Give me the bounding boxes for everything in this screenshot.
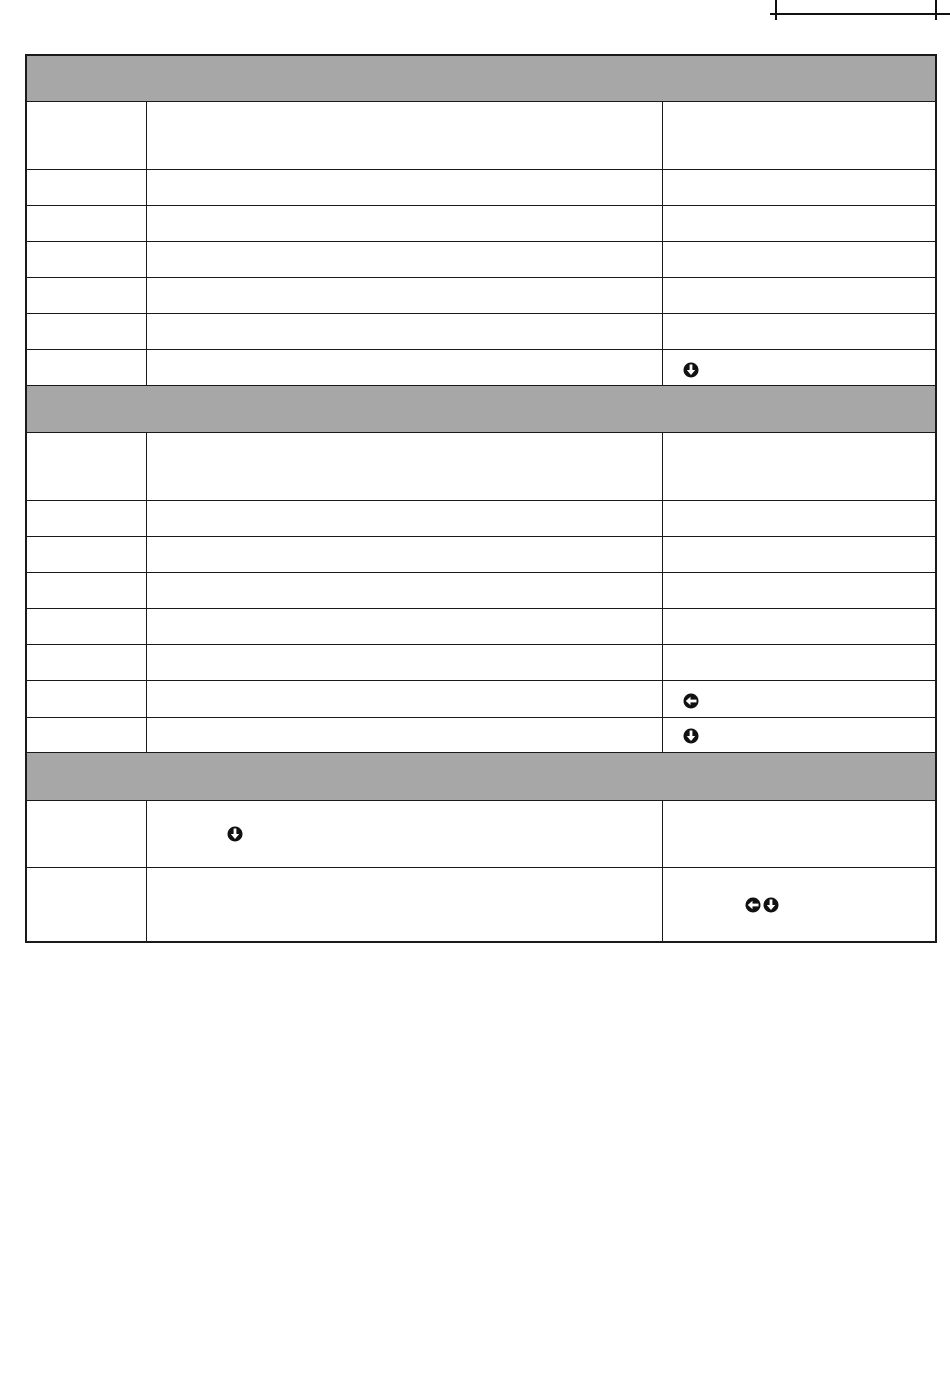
row-label <box>27 350 147 385</box>
table-row <box>27 314 935 350</box>
row-label <box>27 501 147 536</box>
row-value <box>663 645 935 680</box>
left-arrow-icon <box>683 693 699 709</box>
section-header-1 <box>27 56 935 102</box>
table-row <box>27 573 935 609</box>
row-label <box>27 868 147 941</box>
row-description <box>147 350 663 385</box>
row-description <box>147 314 663 349</box>
row-description <box>147 433 663 500</box>
section-header-3 <box>27 753 935 801</box>
row-label <box>27 609 147 644</box>
row-label <box>27 573 147 608</box>
table-row <box>27 278 935 314</box>
row-description <box>147 537 663 572</box>
table-row <box>27 102 935 170</box>
table-row <box>27 537 935 573</box>
row-label <box>27 801 147 867</box>
table-row <box>27 206 935 242</box>
down-arrow-icon <box>227 826 243 842</box>
table-row <box>27 433 935 501</box>
left-arrow-icon <box>745 897 761 913</box>
row-label <box>27 102 147 169</box>
row-description <box>147 170 663 205</box>
row-label <box>27 278 147 313</box>
row-value <box>663 801 935 867</box>
spec-table <box>25 54 937 943</box>
down-arrow-icon <box>683 728 699 744</box>
row-value <box>663 433 935 500</box>
row-label <box>27 681 147 717</box>
table-row <box>27 501 935 537</box>
row-value <box>663 350 935 385</box>
table-row <box>27 609 935 645</box>
row-value <box>663 170 935 205</box>
row-value <box>663 102 935 169</box>
row-value <box>663 868 935 941</box>
row-description <box>147 501 663 536</box>
table-row <box>27 868 935 941</box>
row-value <box>663 537 935 572</box>
table-row <box>27 801 935 868</box>
row-label <box>27 242 147 277</box>
row-value <box>663 278 935 313</box>
row-description <box>147 718 663 752</box>
table-row <box>27 681 935 718</box>
row-label <box>27 645 147 680</box>
down-arrow-icon <box>683 362 699 378</box>
row-description <box>147 206 663 241</box>
row-value <box>663 718 935 752</box>
row-value <box>663 501 935 536</box>
table-row <box>27 718 935 753</box>
row-description <box>147 681 663 717</box>
row-label <box>27 206 147 241</box>
table-row <box>27 645 935 681</box>
section-header-2 <box>27 386 935 433</box>
row-description <box>147 102 663 169</box>
row-description <box>147 868 663 941</box>
row-description <box>147 573 663 608</box>
row-value <box>663 206 935 241</box>
row-label <box>27 170 147 205</box>
row-description <box>147 645 663 680</box>
row-label <box>27 537 147 572</box>
table-row <box>27 242 935 278</box>
row-description <box>147 278 663 313</box>
row-label <box>27 718 147 752</box>
row-value <box>663 314 935 349</box>
row-value <box>663 242 935 277</box>
row-label <box>27 314 147 349</box>
down-arrow-icon <box>763 897 779 913</box>
row-description <box>147 609 663 644</box>
row-value <box>663 573 935 608</box>
row-description <box>147 801 663 867</box>
row-value <box>663 681 935 717</box>
row-value <box>663 609 935 644</box>
row-label <box>27 433 147 500</box>
table-row <box>27 350 935 386</box>
table-row <box>27 170 935 206</box>
row-description <box>147 242 663 277</box>
